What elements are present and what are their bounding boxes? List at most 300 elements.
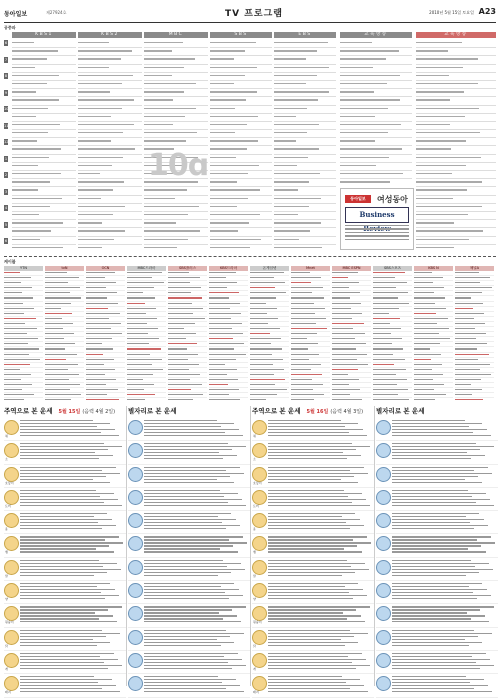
zodiac-icon [252, 653, 267, 668]
cable-program-line [4, 343, 43, 347]
horoscope-text [392, 560, 496, 578]
cable-program-line [45, 348, 84, 352]
cable-program-line [373, 277, 412, 281]
cable-program-line [209, 313, 248, 317]
zodiac-sign-name: 쥐 [5, 434, 8, 438]
cable-program-line [209, 354, 248, 358]
horoscope-item [252, 674, 374, 697]
cable-program-line [4, 369, 43, 373]
cable-program-line [127, 318, 166, 322]
cable-program-line [414, 287, 453, 291]
program-line [78, 67, 142, 73]
cable-program-line [414, 389, 453, 393]
cable-program-line [250, 359, 289, 363]
cable-program-line [373, 359, 412, 363]
horoscope-item [376, 511, 498, 534]
horoscope-text [392, 653, 496, 671]
cable-channel-column [127, 266, 166, 401]
column-separator [250, 406, 251, 686]
cable-program-line [455, 308, 494, 312]
cable-program-line [4, 303, 43, 307]
cable-program-line [414, 364, 453, 368]
horoscope-item [4, 628, 126, 651]
program-line [210, 198, 272, 204]
cable-program-line [250, 297, 289, 301]
cable-program-line [168, 282, 207, 286]
zodiac-icon [376, 490, 391, 505]
cable-program-line [4, 354, 43, 358]
cable-program-line [455, 354, 494, 358]
horoscope-text [392, 467, 496, 485]
cable-program-line [291, 343, 330, 347]
horoscope-column [128, 418, 250, 686]
cable-program-line [332, 338, 371, 342]
horoscope-item [376, 628, 498, 651]
cable-program-line [45, 323, 84, 327]
cable-program-line [4, 323, 43, 327]
program-line [12, 42, 76, 48]
cable-program-line [455, 364, 494, 368]
horoscope-item [376, 558, 498, 581]
cable-program-line [250, 379, 289, 383]
cable-program-line [86, 313, 125, 317]
cable-program-line [127, 313, 166, 317]
zodiac-sign-name: 소 [253, 457, 256, 462]
cable-program-line [4, 379, 43, 383]
cable-program-line [414, 277, 453, 281]
issue-number: 제27924호 [46, 10, 67, 15]
horoscope-text [392, 443, 496, 461]
cable-program-line [86, 389, 125, 393]
program-line [12, 75, 76, 81]
cable-program-line [127, 333, 166, 337]
program-line [274, 198, 336, 204]
cable-program-line [168, 394, 207, 398]
cable-program-line [455, 348, 494, 352]
cable-program-line [168, 364, 207, 368]
program-line [12, 230, 76, 236]
cable-program-line [455, 313, 494, 317]
program-line [210, 247, 272, 250]
cable-program-line [414, 323, 453, 327]
cable-program-line [209, 292, 248, 296]
channel-header-0: KBS1 [12, 32, 76, 38]
program-line [12, 132, 76, 138]
cable-program-line [373, 303, 412, 307]
cable-program-line [45, 343, 84, 347]
cable-program-line [86, 384, 125, 388]
program-line [12, 83, 76, 89]
zodiac-icon [4, 653, 19, 668]
channel-header-5: 교육방송 [340, 32, 412, 38]
program-line [144, 230, 208, 236]
program-line [12, 239, 76, 245]
cable-program-line [414, 282, 453, 286]
program-line [12, 91, 76, 97]
horoscope-item [128, 628, 250, 651]
cable-program-line [332, 333, 371, 337]
horoscope-item [376, 534, 498, 557]
program-line [78, 239, 142, 245]
cable-program-line [168, 292, 207, 296]
cable-program-line [45, 282, 84, 286]
cable-program-line [209, 333, 248, 337]
program-line [210, 157, 272, 163]
time-slot: 10 [4, 107, 9, 111]
horoscope-item [128, 441, 250, 464]
cable-program-line [86, 399, 125, 401]
ad-magazine: Business [345, 207, 409, 223]
cable-program-line [414, 303, 453, 307]
cable-program-line [4, 359, 43, 363]
horoscope-heading [252, 406, 372, 416]
zodiac-sign-name: 원숭이 [253, 620, 262, 625]
cable-program-line [45, 384, 84, 388]
program-line [78, 132, 142, 138]
cable-program-line [250, 318, 289, 322]
cable-program-line [414, 359, 453, 363]
cable-program-line [455, 369, 494, 373]
program-line [210, 58, 272, 64]
cable-program-line [414, 313, 453, 317]
program-line [144, 67, 208, 73]
horoscope-text [144, 420, 248, 438]
program-line [210, 230, 272, 236]
time-slot: 11 [4, 123, 9, 128]
program-line [416, 67, 496, 73]
horoscope-item [4, 511, 126, 534]
horoscope-text [268, 467, 372, 485]
cable-program-line [455, 374, 494, 378]
program-line [210, 99, 272, 105]
time-slot: 5 [4, 222, 8, 227]
cable-program-line [250, 354, 289, 358]
zodiac-sign-name: 용 [5, 527, 8, 532]
horoscope-text [20, 536, 124, 554]
cable-program-line [127, 359, 166, 363]
horoscope-column [376, 418, 498, 686]
cable-program-line [250, 369, 289, 373]
cable-program-line [332, 369, 371, 373]
cable-program-line [291, 364, 330, 368]
horoscope-title: 주역으로 본 운세 [252, 407, 301, 415]
zodiac-icon [376, 420, 391, 435]
zodiac-icon [4, 630, 19, 645]
cable-channel-header: tvN [45, 266, 84, 271]
program-line [78, 140, 142, 146]
cable-program-line [414, 348, 453, 352]
cable-program-line [291, 272, 330, 276]
cable-program-line [332, 328, 371, 332]
cable-program-line [127, 292, 166, 296]
horoscope-text [20, 630, 124, 648]
cable-program-line [168, 287, 207, 291]
program-line [340, 124, 412, 130]
cable-program-line [332, 384, 371, 388]
cable-channel-header: KBS드라마 [209, 266, 248, 271]
ad-logo: 동아일보 [345, 195, 371, 203]
program-column [144, 40, 208, 250]
program-line [144, 91, 208, 97]
horoscope-text [268, 513, 372, 531]
cable-program-line [127, 287, 166, 291]
program-line [416, 42, 496, 48]
program-line [274, 108, 336, 114]
cable-channel-column [86, 266, 125, 401]
cable-program-line [332, 282, 371, 286]
cable-program-line [168, 389, 207, 393]
horoscope-item [4, 418, 126, 441]
channel-header-1: KBS2 [78, 32, 142, 38]
zodiac-icon [128, 606, 143, 621]
cable-program-line [4, 399, 43, 401]
horoscope-text [20, 560, 124, 578]
cable-program-line [127, 389, 166, 393]
advertisement[interactable] [340, 188, 414, 250]
horoscope-item [128, 558, 250, 581]
horoscope-item [128, 465, 250, 488]
horoscope-text [268, 443, 372, 461]
cable-program-line [414, 374, 453, 378]
cable-program-line [250, 313, 289, 317]
cable-program-line [455, 384, 494, 388]
cable-program-line [45, 313, 84, 317]
cable-channel-column [291, 266, 330, 401]
horoscope-text [268, 676, 372, 694]
cable-program-line [291, 303, 330, 307]
cable-program-line [127, 338, 166, 342]
cable-program-line [250, 277, 289, 281]
program-line [274, 75, 336, 81]
horoscope-item [252, 581, 374, 604]
horoscope-text [268, 420, 372, 438]
program-line [340, 157, 412, 163]
cable-program-line [250, 328, 289, 332]
time-slot: 3 [4, 189, 8, 194]
program-line [210, 148, 272, 154]
cable-program-line [45, 399, 84, 401]
cable-program-line [168, 333, 207, 337]
cable-program-line [250, 333, 289, 337]
cable-program-line [45, 394, 84, 398]
cable-program-line [455, 303, 494, 307]
program-line [340, 140, 412, 146]
cable-program-line [250, 374, 289, 378]
horoscope-text [20, 420, 124, 438]
program-line [210, 181, 272, 187]
cable-program-line [45, 379, 84, 383]
program-line [274, 239, 336, 245]
cable-program-line [209, 287, 248, 291]
program-line [78, 214, 142, 220]
program-line [78, 222, 142, 228]
horoscope-heading [4, 406, 124, 416]
horoscope-item [376, 465, 498, 488]
cable-program-line [4, 364, 43, 368]
cable-program-line [414, 318, 453, 322]
horoscope-item [128, 534, 250, 557]
program-line [144, 189, 208, 195]
channel-header-2: MBC [144, 32, 208, 38]
program-column [78, 40, 142, 250]
program-line [78, 108, 142, 114]
program-line [274, 157, 336, 163]
cable-program-line [455, 389, 494, 393]
cable-program-line [4, 292, 43, 296]
horoscope-item [376, 581, 498, 604]
cable-program-line [4, 374, 43, 378]
cable-channel-header: SBS스포츠 [373, 266, 412, 271]
cable-program-line [209, 343, 248, 347]
cable-program-line [209, 328, 248, 332]
program-line [144, 239, 208, 245]
cable-program-line [414, 369, 453, 373]
program-line [78, 206, 142, 212]
zodiac-icon [252, 583, 267, 598]
zodiac-icon [376, 443, 391, 458]
cable-program-line [4, 287, 43, 291]
cable-program-line [45, 374, 84, 378]
cable-program-line [414, 328, 453, 332]
horoscope-title: 별자리로 본 운세 [128, 407, 177, 415]
zodiac-icon [252, 420, 267, 435]
horoscope-item [376, 604, 498, 627]
cable-program-line [373, 297, 412, 301]
program-line [78, 230, 142, 236]
cable-program-line [127, 343, 166, 347]
zodiac-icon [128, 467, 143, 482]
cable-program-line [291, 333, 330, 337]
program-line [340, 83, 412, 89]
cable-program-line [209, 277, 248, 281]
zodiac-icon [376, 560, 391, 575]
cable-program-line [455, 328, 494, 332]
cable-program-line [209, 384, 248, 388]
program-line [144, 83, 208, 89]
program-line [144, 132, 208, 138]
cable-program-line [45, 359, 84, 363]
cable-program-line [332, 348, 371, 352]
program-line [416, 206, 496, 212]
program-line [210, 173, 272, 179]
program-line [274, 58, 336, 64]
cable-program-line [86, 333, 125, 337]
program-line [78, 247, 142, 250]
program-line [210, 50, 272, 56]
cable-program-line [373, 333, 412, 337]
broadcast-section-label: 공중파 [4, 25, 16, 30]
zodiac-sign-name: 토끼 [253, 503, 259, 508]
horoscope-item [252, 488, 374, 511]
zodiac-sign-name: 원숭이 [5, 620, 14, 625]
program-line [78, 99, 142, 105]
horoscope-item [376, 418, 498, 441]
cable-channel-column [332, 266, 371, 401]
program-line [12, 116, 76, 122]
horoscope-item [252, 465, 374, 488]
cable-program-line [127, 277, 166, 281]
cable-program-line [4, 348, 43, 352]
cable-program-line [455, 379, 494, 383]
horoscope-text [144, 513, 248, 531]
cable-program-line [332, 359, 371, 363]
zodiac-icon [376, 653, 391, 668]
time-slot: 12 [4, 140, 9, 144]
cable-program-line [250, 384, 289, 388]
program-line [144, 58, 208, 64]
cable-program-line [455, 399, 494, 401]
cable-program-line [45, 287, 84, 291]
cable-program-line [45, 338, 84, 342]
cable-program-line [332, 374, 371, 378]
cable-program-line [455, 343, 494, 347]
cable-program-line [332, 394, 371, 398]
cable-program-line [455, 282, 494, 286]
cable-program-line [455, 287, 494, 291]
cable-channel-header: MBC드라마 [127, 266, 166, 271]
cable-program-line [373, 348, 412, 352]
program-line [274, 140, 336, 146]
cable-program-line [209, 303, 248, 307]
zodiac-icon [4, 513, 19, 528]
program-line [274, 206, 336, 212]
program-line [78, 91, 142, 97]
zodiac-icon [4, 467, 19, 482]
cable-program-line [209, 272, 248, 276]
cable-program-line [127, 328, 166, 332]
cable-program-line [45, 369, 84, 373]
cable-program-line [86, 277, 125, 281]
zodiac-sign-name: 토끼 [5, 503, 11, 508]
horoscope-text [268, 560, 372, 578]
cable-program-line [332, 318, 371, 322]
horoscope-column [252, 418, 374, 695]
cable-program-line [168, 323, 207, 327]
program-line [340, 132, 412, 138]
cable-program-line [332, 399, 371, 401]
program-line [416, 91, 496, 97]
cable-program-line [291, 313, 330, 317]
cable-program-line [250, 364, 289, 368]
cable-program-line [168, 354, 207, 358]
program-line [274, 83, 336, 89]
program-line [416, 58, 496, 64]
horoscope-text [268, 490, 372, 508]
program-line [210, 165, 272, 171]
cable-program-line [291, 394, 330, 398]
cable-program-line [127, 374, 166, 378]
horoscope-text [144, 583, 248, 601]
horoscope-item [252, 604, 374, 627]
program-line [210, 116, 272, 122]
cable-program-line [168, 272, 207, 276]
horoscope-text [20, 606, 124, 624]
program-line [210, 83, 272, 89]
horoscope-text [268, 606, 372, 624]
cable-program-line [332, 323, 371, 327]
program-line [210, 222, 272, 228]
horoscope-text [144, 653, 248, 671]
cable-program-line [455, 338, 494, 342]
program-column [12, 40, 76, 250]
time-slot: 2 [4, 173, 8, 177]
cable-program-line [414, 384, 453, 388]
program-line [274, 67, 336, 73]
cable-program-line [291, 277, 330, 281]
cable-program-line [127, 399, 166, 401]
cable-program-line [86, 369, 125, 373]
cable-program-line [250, 303, 289, 307]
